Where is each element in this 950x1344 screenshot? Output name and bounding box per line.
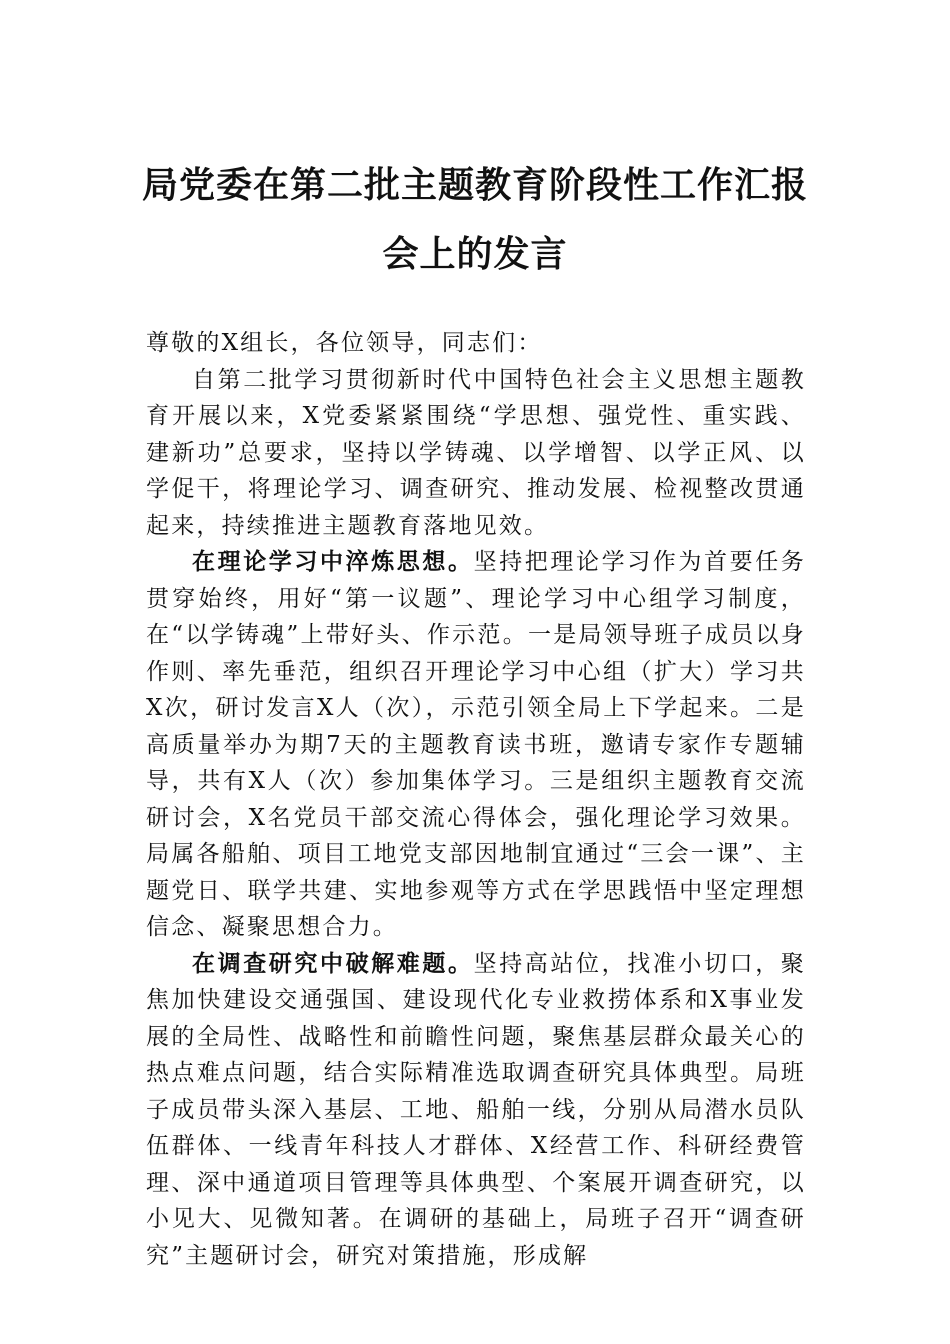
section-theory-study-paragraph	[146, 544, 806, 946]
document-body	[146, 325, 806, 1274]
section-investigation-paragraph	[146, 946, 806, 1275]
intro-paragraph: 自第二批学习贯彻新时代中国特色社会主义思想主题教育开展以来，X党委紧紧围绕“学思想、强党性、重实践、建新功”总要求，坚持以学铸魂、以学增智、以学正风、以学促干，将理论学习、调查研究、推动发展、检视整改贯通起来，持续推进主题教育落地见效。	[146, 366, 806, 539]
section-investigation-text: 坚持高站位，找准小切口，聚焦加快建设交通强国、建设现代化专业救捞体系和X事业发展的全局性、战略性和前瞻性问题，聚焦基层群众最关心的热点难点问题，结合实际精准选取调查研究具体典型。局班子成员带头深入基层、工地、船舶一线，分别从局潜水员队伍群体、一线青年科技人才群体、X经营工作、科研经费管理、深中通道项目管理等具体典型、个案展开调查研究，以小见大、见微知著。在调研的基础上，局班子召开“调查研究”主题研讨会，研究对策措施，形成解	[146, 950, 807, 1269]
section-investigation-heading: 在调查研究中破解难题。	[192, 949, 474, 977]
salutation: 尊敬的X组长，各位领导，同志们：	[146, 330, 543, 356]
document-title-line-2: 会上的发言	[382, 233, 568, 275]
section-theory-study-heading: 在理论学习中淬炼思想。	[192, 548, 474, 575]
section-theory-study-text: 坚持把理论学习作为首要任务贯穿始终，用好“第一议题”、理论学习中心组学习制度，在“以学铸魂”上带好头、作示范。一是局领导班子成员以身作则、率先垂范，组织召开理论学习中心组（扩大）学习共X次，研讨发言X人（次），示范引领全局上下学起来。二是高质量举办为期7天的主题教育读书班，邀请专家作专题辅导，共有X人（次）参加集体学习。三是组织主题教育交流研讨会，X名党员干部交流心得体会，强化理论学习效果。局属各船舶、项目工地党支部因地制宜通过“三会一课”、主题党日、联学共建、实地参观等方式在学思践悟中坚定理想信念、凝聚思想合力。	[146, 549, 807, 940]
document-title-line-1: 局党委在第二批主题教育阶段性工作汇报	[141, 164, 808, 206]
